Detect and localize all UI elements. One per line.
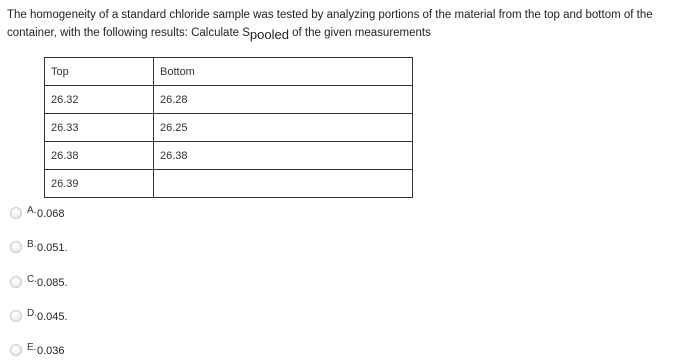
pooled-subscript: pooled [249, 27, 289, 42]
option-e-letter: E. [27, 342, 37, 353]
option-c-radio[interactable] [10, 276, 22, 288]
header-bottom: Bottom [154, 58, 413, 86]
table-cell: 26.39 [45, 170, 154, 198]
results-table [44, 57, 413, 198]
header-top: Top [45, 58, 154, 86]
question-text-main: The homogeneity of a standard chloride sample was tested by analyzing portions of the material from the top and bottom of the container, with the following results: Calculate S [7, 9, 653, 39]
table-cell: 26.38 [154, 142, 413, 170]
option-d-letter: D. [27, 308, 37, 319]
table-row [45, 170, 413, 198]
option-e-radio[interactable] [10, 344, 22, 356]
option-e-value: 0.036 [37, 345, 65, 357]
table-row [45, 86, 413, 114]
option-c-value: 0.085. [37, 277, 68, 289]
option-a-letter: A. [27, 205, 37, 216]
option-b-value: 0.051. [37, 242, 68, 254]
table-cell: 26.28 [154, 86, 413, 114]
option-d-radio[interactable] [10, 310, 22, 322]
table-header-row [45, 58, 413, 86]
option-d-value: 0.045. [37, 311, 68, 323]
table-cell: 26.25 [154, 114, 413, 142]
table-row [45, 114, 413, 142]
question-text-end: of the given measurements [288, 27, 431, 39]
table-cell: 26.38 [45, 142, 154, 170]
option-a-value: 0.068 [37, 208, 65, 220]
table-row [45, 142, 413, 170]
table-cell: 26.32 [45, 86, 154, 114]
option-b-radio[interactable] [10, 241, 22, 253]
table-cell: 26.33 [45, 114, 154, 142]
question-text [7, 6, 679, 44]
option-c-letter: C. [27, 274, 37, 285]
table-cell [154, 170, 413, 198]
option-b-letter: B. [27, 239, 37, 250]
option-a-radio[interactable] [10, 207, 22, 219]
